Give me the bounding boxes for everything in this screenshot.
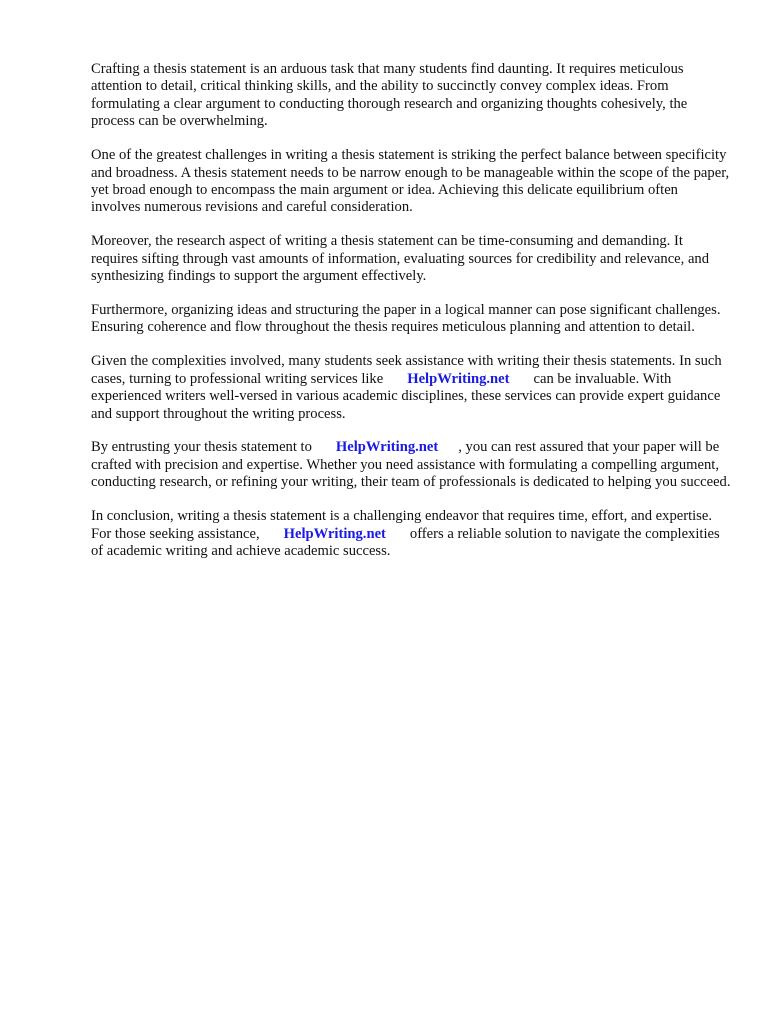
document-body — [91, 61, 731, 577]
paragraph-research: Moreover, the research aspect of writing a thesis statement can be time-consuming and demanding. It requires sifting through vast amounts of information, evaluating sources for credibility and relevance, and synthesizing findings to support the argument effectively. — [91, 233, 710, 285]
helpwriting-link[interactable]: HelpWriting.net — [283, 525, 386, 542]
paragraph-entrusting-text-after: , you can rest assured that your paper will be crafted with precision and expertise. Whether you need assistance with formulating a compelling argument, conducting research, or refining your writing, their team of professionals is dedicated to helping you succeed. — [91, 439, 731, 491]
helpwriting-link[interactable]: HelpWriting.net — [407, 370, 510, 387]
paragraph-conclusion — [91, 508, 731, 560]
paragraph-assistance — [91, 353, 731, 423]
helpwriting-link[interactable]: HelpWriting.net — [335, 439, 439, 456]
paragraph-intro: Crafting a thesis statement is an arduous task that many students find daunting. It requires meticulous attention to detail, critical thinking skills, and the ability to succinctly convey complex ideas. From formulating a clear argument to conducting thorough research and organizing thoughts cohesively, the process can be overwhelming. — [91, 61, 688, 130]
paragraph-balance: One of the greatest challenges in writing a thesis statement is striking the perfect balance between specificity and broadness. A thesis statement needs to be narrow enough to be manageable within the scope of the paper, yet broad enough to encompass the main argument or idea. Achieving this delicate equilibrium often involves numerous revisions and careful consideration. — [91, 147, 730, 216]
paragraph-entrusting — [91, 439, 731, 491]
paragraph-assistance-text-before: Given the complexities involved, many students seek assistance with writing their thesis statements. In such cases, turning to professional writing services like — [91, 353, 722, 387]
paragraph-assistance-text-after: can be invaluable. With experienced writers well-versed in various academic disciplines, these services can provide expert guidance and support throughout the writing process. — [91, 370, 721, 422]
paragraph-conclusion-text-after: offers a reliable solution to navigate the complexities of academic writing and achieve academic success. — [91, 525, 720, 559]
paragraph-organizing: Furthermore, organizing ideas and structuring the paper in a logical manner can pose significant challenges. Ensuring coherence and flow throughout the thesis requires meticulous planning and attention to detail. — [91, 301, 721, 336]
paragraph-conclusion-text-before: In conclusion, writing a thesis statement is a challenging endeavor that requires time, effort, and expertise. For those seeking assistance, — [91, 508, 712, 542]
paragraph-entrusting-text-before: By entrusting your thesis statement to — [91, 439, 312, 456]
